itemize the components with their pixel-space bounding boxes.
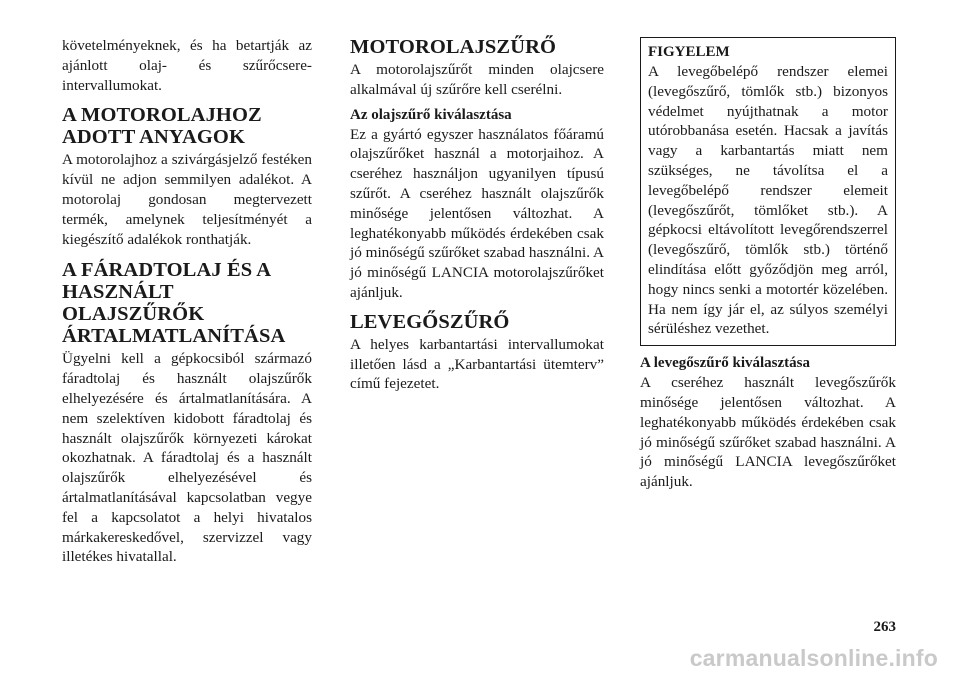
page-number: 263 — [873, 619, 896, 635]
warning-text: A levegőbelépő rendszer elemei (levegőszűrő, tömlők stb.) bizonyos védelmet nyújthatnak a motor utórobbanása esetén. Hacsak a javítás vagy a karbantartás miatt nem szükséges, ne távolítsa el a levegőbelépő rendszer elemeit (levegőszűrőt, tömlőket stb.). A gépkocsi eltávolított levegőrendszerrel (levegőszűrő, tömlők stb.) történő elindítása előtt győződjön meg arról, hogy nincs senki a motortér közelében. Ha nem így jár el, az súlyos személyi sérüléshez vezethet. — [648, 63, 888, 338]
section-heading-oil-disposal: A FÁRADTOLAJ ÉS A HASZNÁLT OLAJSZŰRŐK ÁRTALMATLANÍTÁSA — [62, 259, 286, 348]
oil-additives-paragraph: A motorolajhoz a szivárgásjelző festéken kívül ne adjon semmilyen adalékot. A motorolaj gondosan megtervezett termék, amelynek teljesítményét a kiegészítő adalékok ronthatják. — [62, 151, 312, 248]
warning-title: FIGYELEM — [648, 44, 730, 60]
intro-paragraph: követelményeknek, és ha betartják az ajánlott olaj- és szűrőcsere-intervallumokat. — [62, 37, 312, 94]
section-heading-oil-filter: MOTOROLAJSZŰRŐ — [350, 36, 557, 58]
oil-filter-paragraph: A motorolajszűrőt minden olajcsere alkalmával új szűrőre kell cserélni. — [350, 61, 604, 98]
column-left — [62, 36, 312, 567]
column-middle — [350, 36, 604, 394]
oil-filter-selection-paragraph: Ez a gyártó egyszer használatos főáramú olajszűrőket használ a motorjaihoz. A cseréhez használjon ugyanilyen típusú szűrőt. A cseréhez használt olajszűrők minősége jelentősen változhat. A leghatékonyabb működés érdekében csak jó minőségű szűrőket szabad használni. A jó minőségű LANCIA motorolajszűrőket ajánljuk. — [350, 125, 604, 301]
subheading-oil-filter-selection: Az olajszűrő kiválasztása — [350, 106, 512, 123]
watermark: carmanualsonline.info — [689, 645, 938, 671]
air-filter-paragraph: A helyes karbantartási intervallumokat illetően lásd a „Karbantartási ütemterv” című fejezetet. — [350, 335, 604, 393]
warning-box — [640, 37, 896, 346]
air-filter-selection-paragraph: A cseréhez használt levegőszűrők minősége jelentősen változhat. A leghatékonyabb működés érdekében csak jó minőségű szűrőket szabad használni. A jó minőségű LANCIA levegőszűrőket ajánljuk. — [640, 374, 896, 491]
section-heading-air-filter: LEVEGŐSZŰRŐ — [350, 310, 510, 333]
subheading-air-filter-selection: A levegőszűrő kiválasztása — [640, 355, 810, 372]
column-right — [640, 36, 896, 492]
oil-disposal-paragraph: Ügyelni kell a gépkocsiból származó fáradtolaj és használt olajszűrők elhelyezésére és ártalmatlanítására. A nem szelektíven kidobott fáradtolaj és használt olajszűrők környezeti károkat okozhatnak. A fáradtolaj és a használt olajszűrők elhelyezésével és ártalmatlanításával kapcsolatban vegye fel a kapcsolatot a helyi hivatalos márkakereskedővel, szervizzel vagy illetékes hivatallal. — [62, 350, 312, 566]
section-heading-oil-additives: A MOTOROLAJHOZ ADOTT ANYAGOK — [62, 104, 262, 149]
